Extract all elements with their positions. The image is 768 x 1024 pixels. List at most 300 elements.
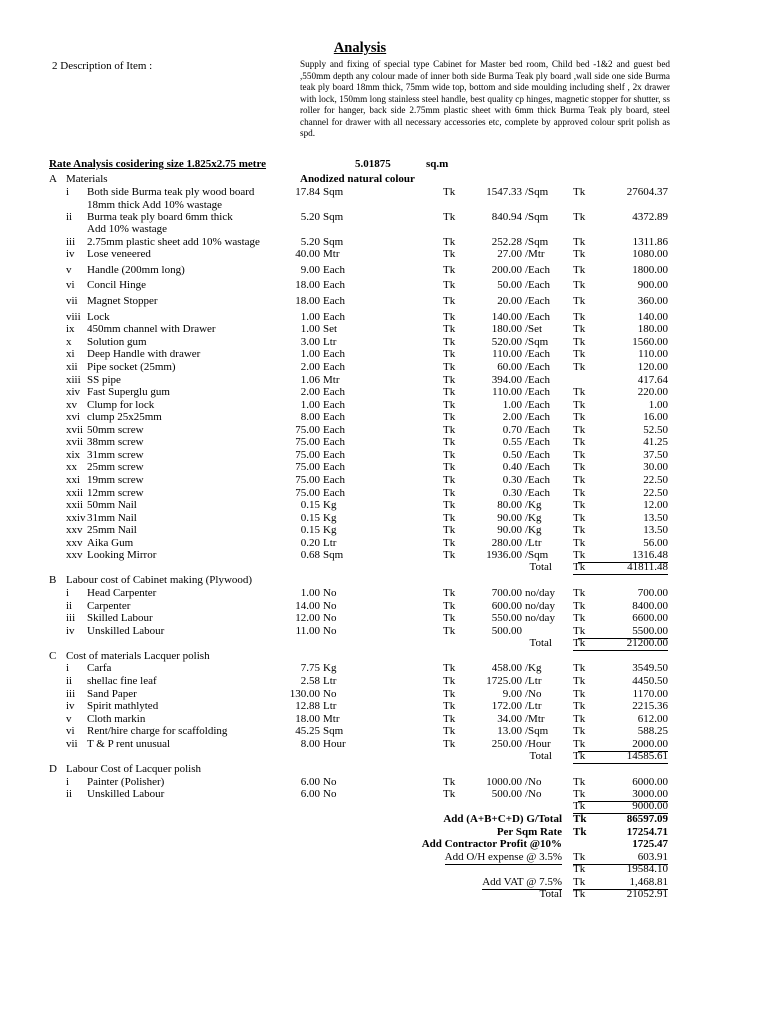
item-unit: Sqm bbox=[323, 549, 344, 561]
currency-label: Tk bbox=[573, 424, 586, 436]
currency-label: Tk bbox=[443, 537, 456, 549]
rate-per-unit: /Each bbox=[525, 436, 551, 448]
item-row bbox=[0, 295, 768, 308]
currency-label: Tk bbox=[573, 637, 586, 649]
item-unit: Kg bbox=[323, 499, 337, 511]
item-number: xix bbox=[66, 449, 81, 461]
rate-per-unit: /Kg bbox=[525, 524, 542, 536]
item-unit: Each bbox=[323, 279, 345, 291]
summary-amount: 1725.47 bbox=[632, 838, 668, 850]
item-unit: No bbox=[323, 600, 337, 612]
item-row bbox=[0, 662, 768, 675]
item-amount: 13.50 bbox=[643, 524, 668, 536]
currency-label: Tk bbox=[573, 524, 586, 536]
item-row bbox=[0, 725, 768, 738]
item-amount: 6000.00 bbox=[632, 776, 668, 788]
item-rate: 34.00 bbox=[497, 713, 522, 725]
item-rate: 1725.00 bbox=[486, 675, 522, 687]
rate-per-unit: /Sqm bbox=[525, 236, 549, 248]
item-amount: 6600.00 bbox=[632, 612, 668, 624]
currency-label: Tk bbox=[573, 336, 586, 348]
item-description: 2.75mm plastic sheet add 10% wastage bbox=[87, 236, 260, 248]
item-description: Spirit mathlyted bbox=[87, 700, 159, 712]
item-description: Painter (Polisher) bbox=[87, 776, 165, 788]
item-amount: 1170.00 bbox=[632, 688, 668, 700]
item-rate: 200.00 bbox=[491, 264, 522, 276]
item-row bbox=[0, 323, 768, 336]
item-row bbox=[0, 675, 768, 688]
item-rate: 13.00 bbox=[497, 725, 522, 737]
item-unit: Each bbox=[323, 361, 345, 373]
item-row bbox=[0, 499, 768, 512]
section-header bbox=[0, 574, 768, 587]
item-quantity: 75.00 bbox=[295, 436, 320, 448]
currency-label: Tk bbox=[573, 399, 586, 411]
item-rate: 80.00 bbox=[497, 499, 522, 511]
item-amount: 56.00 bbox=[643, 537, 668, 549]
currency-label: Tk bbox=[443, 436, 456, 448]
item-rate: 27.00 bbox=[497, 248, 522, 260]
rate-per-unit: /Kg bbox=[525, 499, 542, 511]
item-amount: 41.25 bbox=[643, 436, 668, 448]
item-quantity: 6.00 bbox=[300, 788, 320, 800]
item-rate: 280.00 bbox=[491, 537, 522, 549]
currency-label: Tk bbox=[573, 863, 586, 875]
item-row bbox=[0, 279, 768, 292]
currency-label: Tk bbox=[443, 461, 456, 473]
rate-per-unit: /Mtr bbox=[525, 248, 545, 260]
item-amount: 1560.00 bbox=[632, 336, 668, 348]
item-quantity: 0.15 bbox=[300, 512, 320, 524]
section-header bbox=[0, 173, 768, 186]
subtotal-amount: 14585.61 bbox=[578, 750, 668, 764]
currency-label: Tk bbox=[443, 776, 456, 788]
item-description: Both side Burma teak ply wood board bbox=[87, 186, 255, 198]
item-quantity: 1.00 bbox=[300, 311, 320, 323]
rate-analysis-unit: sq.m bbox=[426, 158, 449, 170]
item-quantity: 0.15 bbox=[300, 499, 320, 511]
item-description: Unskilled Labour bbox=[87, 788, 165, 800]
rate-per-unit: /Each bbox=[525, 399, 551, 411]
rate-per-unit: /Each bbox=[525, 348, 551, 360]
item-number: ii bbox=[66, 675, 73, 687]
summary-row bbox=[0, 813, 768, 826]
rate-per-unit: /Mtr bbox=[525, 713, 545, 725]
item-unit: Each bbox=[323, 399, 345, 411]
item-unit: Mtr bbox=[323, 374, 340, 386]
item-rate: 252.28 bbox=[491, 236, 522, 248]
rate-per-unit: /Each bbox=[525, 411, 551, 423]
section-letter: C bbox=[49, 650, 57, 662]
item-description: 18mm thick Add 10% wastage bbox=[87, 199, 223, 211]
item-number: i bbox=[66, 776, 70, 788]
summary-label: Add VAT @ 7.5% bbox=[482, 876, 562, 888]
rate-analysis-area: 5.01875 bbox=[355, 158, 391, 170]
item-number: ix bbox=[66, 323, 75, 335]
currency-label: Tk bbox=[573, 311, 586, 323]
item-description: 50mm screw bbox=[87, 424, 144, 436]
item-quantity: 7.75 bbox=[300, 662, 320, 674]
item-quantity: 45.25 bbox=[295, 725, 320, 737]
currency-label: Tk bbox=[443, 625, 456, 637]
item-description: T & P rent unusual bbox=[87, 738, 171, 750]
item-amount: 22.50 bbox=[643, 474, 668, 486]
currency-label: Tk bbox=[443, 295, 456, 307]
item-quantity: 12.88 bbox=[295, 700, 320, 712]
item-quantity: 75.00 bbox=[295, 461, 320, 473]
rate-per-unit: /Each bbox=[525, 361, 551, 373]
summary-label: Per Sqm Rate bbox=[496, 826, 562, 838]
item-rate: 0.70 bbox=[502, 424, 522, 436]
item-number: i bbox=[66, 186, 70, 198]
item-rate: 60.00 bbox=[497, 361, 522, 373]
item-unit: Each bbox=[323, 461, 345, 473]
subtotal-label: Total bbox=[529, 561, 552, 573]
item-amount: 1311.86 bbox=[632, 236, 668, 248]
item-rate: 50.00 bbox=[497, 279, 522, 291]
currency-label: Tk bbox=[443, 600, 456, 612]
rate-per-unit: /Kg bbox=[525, 512, 542, 524]
currency-label: Tk bbox=[443, 788, 456, 800]
item-quantity: 0.15 bbox=[300, 524, 320, 536]
description-text: Supply and fixing of special type Cabinet for Master bed room, Child bed -1&2 and guest bed ,550mm depth any colour made of inner both side Burma Teak ply board ,wall side one side Burma teak ply board 18mm thick, 75mm wide top, bottom and side moulding including shelf , 2x drawer with lock, 150mm long stainless steel handle, best quality cp hinges, magnetic stopper for shutter, ss roller for hanger, back side 2.75mm plastic sheet with 6mm thick Burma Teak ply board, steel channel for drawer with all necessary accessories etc, complete by approved colour sprit polish as spd. bbox=[300, 59, 670, 138]
item-description: Unskilled Labour bbox=[87, 625, 165, 637]
item-amount: 4372.89 bbox=[632, 211, 668, 223]
summary-amount: 603.91 bbox=[578, 851, 668, 865]
currency-label: Tk bbox=[443, 512, 456, 524]
rate-per-unit: /Each bbox=[525, 295, 551, 307]
item-unit: Kg bbox=[323, 662, 337, 674]
currency-label: Tk bbox=[443, 211, 456, 223]
item-number: xii bbox=[66, 361, 78, 373]
currency-label: Tk bbox=[573, 851, 586, 863]
item-amount: 12.00 bbox=[643, 499, 668, 511]
item-description: Carfa bbox=[87, 662, 112, 674]
subtotal-row bbox=[0, 561, 768, 574]
item-rate: 20.00 bbox=[497, 295, 522, 307]
subtotal-amount: 41811.48 bbox=[578, 561, 668, 575]
item-description: clump 25x25mm bbox=[87, 411, 162, 423]
item-description: Fast Superglu gum bbox=[87, 386, 170, 398]
item-rate: 0.30 bbox=[502, 487, 522, 499]
section-letter: D bbox=[49, 763, 57, 775]
item-number: vii bbox=[66, 738, 78, 750]
item-description: 12mm screw bbox=[87, 487, 144, 499]
item-description: Carpenter bbox=[87, 600, 131, 612]
currency-label: Tk bbox=[573, 211, 586, 223]
currency-label: Tk bbox=[573, 662, 586, 674]
item-description: Skilled Labour bbox=[87, 612, 153, 624]
item-unit: Each bbox=[323, 474, 345, 486]
item-unit: Each bbox=[323, 411, 345, 423]
item-amount: 1.00 bbox=[648, 399, 668, 411]
item-amount: 220.00 bbox=[637, 386, 668, 398]
currency-label: Tk bbox=[443, 248, 456, 260]
item-quantity: 3.00 bbox=[300, 336, 320, 348]
item-number: vi bbox=[66, 725, 75, 737]
item-amount: 588.25 bbox=[637, 725, 668, 737]
item-quantity: 17.84 bbox=[295, 186, 320, 198]
item-quantity: 40.00 bbox=[295, 248, 320, 260]
item-number: v bbox=[66, 713, 72, 725]
rate-per-unit: /No bbox=[525, 788, 542, 800]
item-rate: 0.55 bbox=[502, 436, 522, 448]
item-rate: 394.00 bbox=[491, 374, 522, 386]
item-row bbox=[0, 348, 768, 361]
item-amount: 37.50 bbox=[643, 449, 668, 461]
currency-label: Tk bbox=[573, 512, 586, 524]
item-description: 31mm screw bbox=[87, 449, 144, 461]
item-rate: 180.00 bbox=[491, 323, 522, 335]
item-number: iv bbox=[66, 248, 75, 260]
currency-label: Tk bbox=[573, 474, 586, 486]
item-description: Aika Gum bbox=[87, 537, 134, 549]
item-quantity: 75.00 bbox=[295, 449, 320, 461]
item-amount: 120.00 bbox=[637, 361, 668, 373]
currency-label: Tk bbox=[573, 826, 587, 838]
currency-label: Tk bbox=[573, 738, 586, 750]
item-quantity: 5.20 bbox=[300, 236, 320, 248]
item-description: Head Carpenter bbox=[87, 587, 157, 599]
item-quantity: 8.00 bbox=[300, 738, 320, 750]
rate-analysis-label: Rate Analysis cosidering size 1.825x2.75 metre bbox=[49, 158, 267, 170]
currency-label: Tk bbox=[573, 675, 586, 687]
currency-label: Tk bbox=[573, 323, 586, 335]
currency-label: Tk bbox=[443, 386, 456, 398]
summary-label: Add (A+B+C+D) G/Total bbox=[443, 813, 562, 825]
item-unit: Ltr bbox=[323, 675, 337, 687]
item-row bbox=[0, 524, 768, 537]
item-row bbox=[0, 186, 768, 199]
item-amount: 22.50 bbox=[643, 487, 668, 499]
rate-per-unit: /Each bbox=[525, 279, 551, 291]
rate-per-unit: /Each bbox=[525, 424, 551, 436]
rate-per-unit: /Each bbox=[525, 264, 551, 276]
currency-label: Tk bbox=[573, 876, 586, 888]
currency-label: Tk bbox=[443, 399, 456, 411]
item-number: xxv bbox=[66, 537, 83, 549]
rate-per-unit: /Each bbox=[525, 311, 551, 323]
item-quantity: 2.00 bbox=[300, 361, 320, 373]
item-number: xx bbox=[66, 461, 77, 473]
subtotal-amount: 9000.00 bbox=[578, 800, 668, 814]
item-unit: Each bbox=[323, 311, 345, 323]
item-number: xxii bbox=[66, 499, 84, 511]
item-number: ii bbox=[66, 600, 73, 612]
item-amount: 110.00 bbox=[638, 348, 668, 360]
item-description: Cloth markin bbox=[87, 713, 146, 725]
item-number: i bbox=[66, 587, 70, 599]
item-quantity: 12.00 bbox=[295, 612, 320, 624]
currency-label: Tk bbox=[443, 662, 456, 674]
currency-label: Tk bbox=[443, 675, 456, 687]
section-title: Labour Cost of Lacquer polish bbox=[66, 763, 202, 775]
item-description: Solution gum bbox=[87, 336, 147, 348]
item-amount: 30.00 bbox=[643, 461, 668, 473]
currency-label: Tk bbox=[573, 600, 586, 612]
item-number: ii bbox=[66, 788, 73, 800]
currency-label: Tk bbox=[573, 688, 586, 700]
item-row bbox=[0, 411, 768, 424]
currency-label: Tk bbox=[443, 323, 456, 335]
item-rate: 1936.00 bbox=[486, 549, 522, 561]
item-amount: 2215.36 bbox=[632, 700, 668, 712]
item-quantity: 1.06 bbox=[300, 374, 320, 386]
subtotal-row bbox=[0, 800, 768, 813]
item-unit: Mtr bbox=[323, 248, 340, 260]
item-amount: 4450.50 bbox=[632, 675, 668, 687]
item-rate: 90.00 bbox=[497, 512, 522, 524]
rate-per-unit: /Ltr bbox=[525, 700, 542, 712]
currency-label: Tk bbox=[573, 449, 586, 461]
currency-label: Tk bbox=[443, 725, 456, 737]
rate-per-unit: /Ltr bbox=[525, 537, 542, 549]
item-unit: Sqm bbox=[323, 725, 344, 737]
currency-label: Tk bbox=[443, 264, 456, 276]
currency-label: Tk bbox=[573, 537, 586, 549]
item-quantity: 11.00 bbox=[295, 625, 320, 637]
item-number: viii bbox=[66, 311, 81, 323]
summary-row bbox=[0, 863, 768, 876]
item-number: iv bbox=[66, 700, 75, 712]
currency-label: Tk bbox=[573, 750, 586, 762]
subtotal-row bbox=[0, 637, 768, 650]
item-row bbox=[0, 612, 768, 625]
item-rate: 172.00 bbox=[491, 700, 522, 712]
rate-per-unit: /Each bbox=[525, 487, 551, 499]
item-unit: No bbox=[323, 776, 337, 788]
rate-per-unit: /Sqm bbox=[525, 211, 549, 223]
item-amount: 3549.50 bbox=[632, 662, 668, 674]
item-quantity: 8.00 bbox=[300, 411, 320, 423]
currency-label: Tk bbox=[443, 236, 456, 248]
item-unit: Mtr bbox=[323, 713, 340, 725]
item-quantity: 18.00 bbox=[295, 279, 320, 291]
item-unit: Set bbox=[323, 323, 338, 335]
item-unit: Sqm bbox=[323, 236, 344, 248]
summary-label: Add Contractor Profit @10% bbox=[421, 838, 562, 850]
item-number: iii bbox=[66, 688, 76, 700]
summary-row bbox=[0, 838, 768, 851]
item-description: 450mm channel with Drawer bbox=[87, 323, 216, 335]
item-number: xvii bbox=[66, 424, 84, 436]
summary-amount: 19584.10 bbox=[626, 863, 668, 875]
item-description: 31mm Nail bbox=[87, 512, 137, 524]
summary-amount: 1,468.81 bbox=[578, 876, 668, 890]
item-quantity: 0.68 bbox=[300, 549, 320, 561]
item-description: 19mm screw bbox=[87, 474, 144, 486]
item-number: iii bbox=[66, 236, 76, 248]
item-description: 25mm screw bbox=[87, 461, 144, 473]
summary-label: Total bbox=[539, 888, 562, 900]
currency-label: Tk bbox=[443, 487, 456, 499]
rate-per-unit: /Each bbox=[525, 374, 551, 386]
item-number: xxi bbox=[66, 474, 81, 486]
currency-label: Tk bbox=[573, 461, 586, 473]
item-description: Deep Handle with drawer bbox=[87, 348, 201, 360]
section-letter: B bbox=[49, 574, 57, 586]
item-rate: 520.00 bbox=[491, 336, 522, 348]
item-number: vi bbox=[66, 279, 75, 291]
item-amount: 1316.48 bbox=[578, 549, 668, 563]
item-quantity: 14.00 bbox=[295, 600, 320, 612]
item-amount: 52.50 bbox=[643, 424, 668, 436]
item-rate: 840.94 bbox=[491, 211, 522, 223]
currency-label: Tk bbox=[443, 524, 456, 536]
item-unit: Sqm bbox=[323, 211, 344, 223]
section-letter: A bbox=[49, 173, 57, 185]
item-quantity: 1.00 bbox=[300, 587, 320, 599]
subtotal-row bbox=[0, 750, 768, 763]
item-number: xi bbox=[66, 348, 75, 360]
currency-label: Tk bbox=[573, 499, 586, 511]
item-description: Magnet Stopper bbox=[87, 295, 158, 307]
currency-label: Tk bbox=[443, 374, 456, 386]
item-amount: 3000.00 bbox=[578, 788, 668, 802]
currency-label: Tk bbox=[573, 725, 586, 737]
item-unit: No bbox=[323, 788, 337, 800]
item-description: Rent/hire charge for scaffolding bbox=[87, 725, 228, 737]
item-number: vii bbox=[66, 295, 78, 307]
currency-label: Tk bbox=[573, 587, 586, 599]
item-row bbox=[0, 386, 768, 399]
item-quantity: 18.00 bbox=[295, 713, 320, 725]
item-amount: 180.00 bbox=[637, 323, 668, 335]
item-number: iii bbox=[66, 612, 76, 624]
section-header bbox=[0, 763, 768, 776]
item-quantity: 2.58 bbox=[300, 675, 320, 687]
currency-label: Tk bbox=[443, 348, 456, 360]
item-number: ii bbox=[66, 211, 73, 223]
rate-per-unit: /Sqm bbox=[525, 186, 549, 198]
description-label: 2 Description of Item : bbox=[52, 60, 153, 72]
rate-per-unit: no/day bbox=[525, 587, 555, 599]
item-rate: 1547.33 bbox=[486, 186, 522, 198]
item-quantity: 75.00 bbox=[295, 424, 320, 436]
item-description: Lose veneered bbox=[87, 248, 151, 260]
currency-label: Tk bbox=[573, 625, 586, 637]
item-rate: 500.00 bbox=[491, 788, 522, 800]
currency-label: Tk bbox=[573, 888, 586, 900]
section-title: Labour cost of Cabinet making (Plywood) bbox=[66, 574, 253, 586]
currency-label: Tk bbox=[573, 713, 586, 725]
rate-per-unit: no/day bbox=[525, 612, 555, 624]
currency-label: Tk bbox=[443, 336, 456, 348]
currency-label: Tk bbox=[443, 587, 456, 599]
section-note: Anodized natural colour bbox=[300, 173, 415, 185]
item-unit: Kg bbox=[323, 512, 337, 524]
item-row bbox=[0, 264, 768, 277]
currency-label: Tk bbox=[573, 348, 586, 360]
item-unit: No bbox=[323, 587, 337, 599]
currency-label: Tk bbox=[573, 549, 586, 561]
item-number: xxv bbox=[66, 549, 83, 561]
currency-label: Tk bbox=[443, 186, 456, 198]
item-amount: 8400.00 bbox=[632, 600, 668, 612]
item-quantity: 0.20 bbox=[300, 537, 320, 549]
item-amount: 360.00 bbox=[637, 295, 668, 307]
item-rate: 0.40 bbox=[502, 461, 522, 473]
item-row bbox=[0, 461, 768, 474]
currency-label: Tk bbox=[443, 612, 456, 624]
rate-per-unit: no/day bbox=[525, 600, 555, 612]
item-amount: 700.00 bbox=[637, 587, 668, 599]
rate-per-unit: /No bbox=[525, 776, 542, 788]
item-quantity: 1.00 bbox=[300, 323, 320, 335]
subtotal-label: Total bbox=[529, 750, 552, 762]
item-row bbox=[0, 587, 768, 600]
currency-label: Tk bbox=[573, 386, 586, 398]
